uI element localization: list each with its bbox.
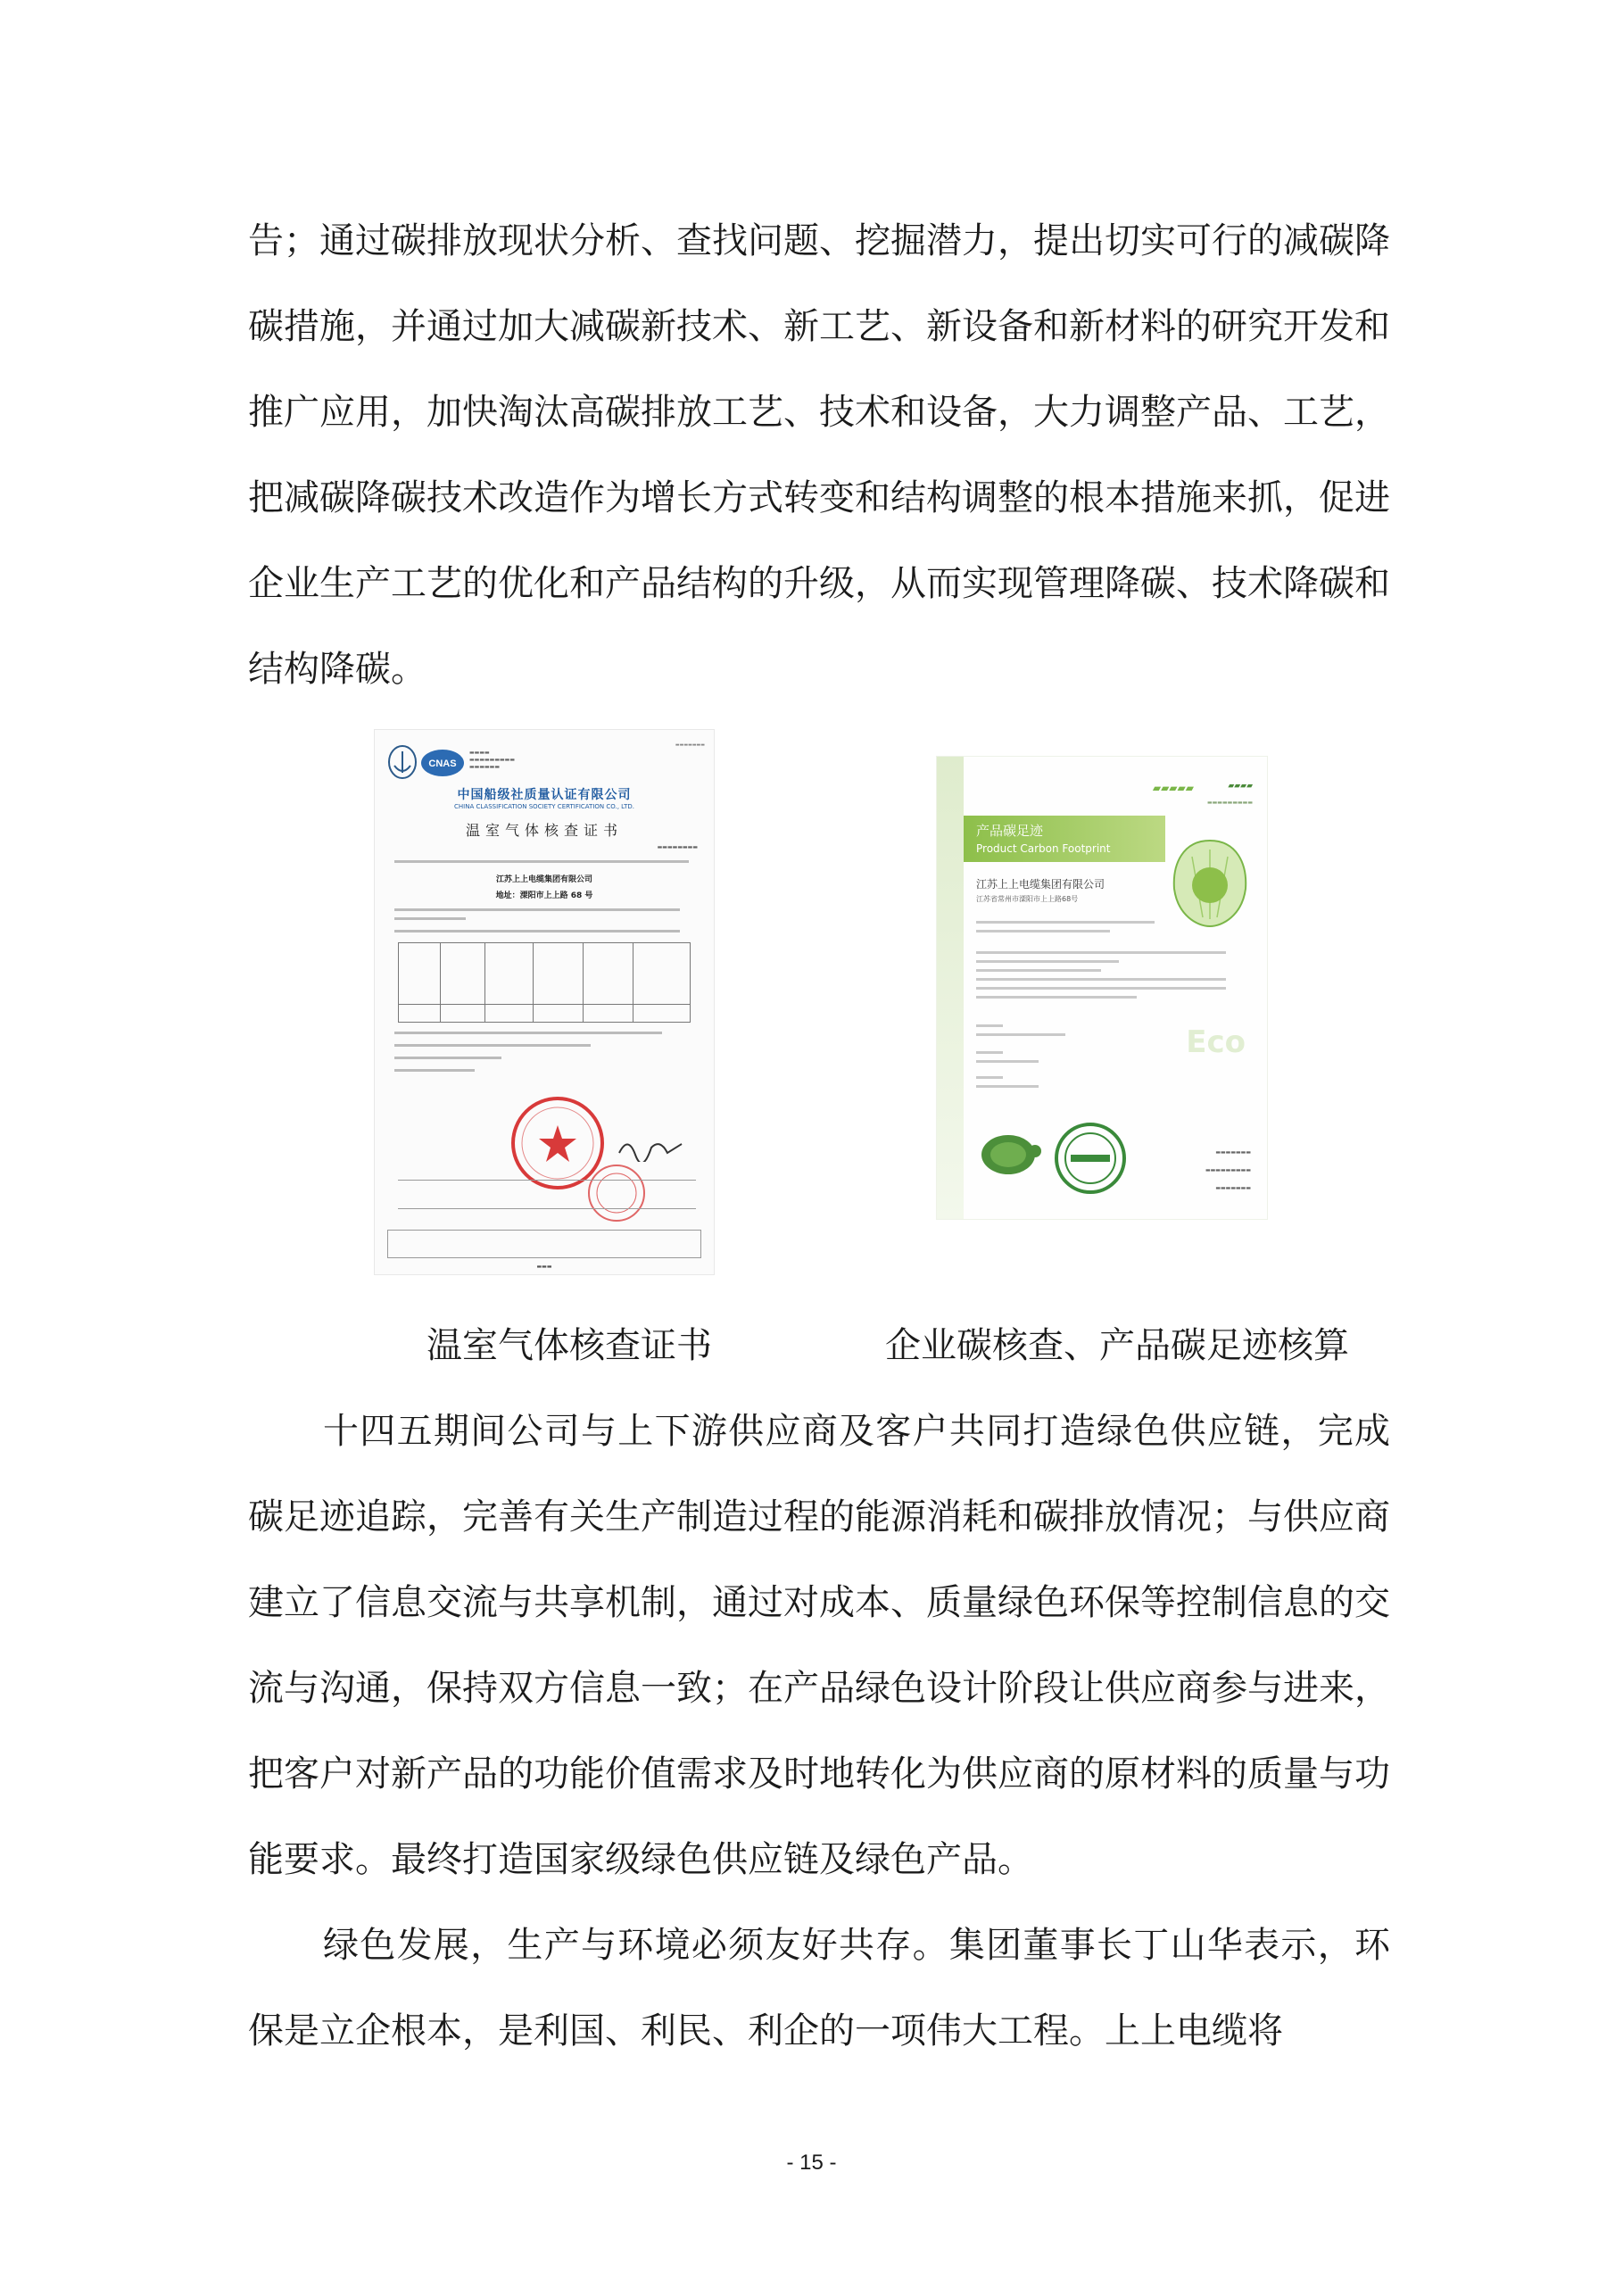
certificate-title: 温室气体核查证书 (465, 822, 623, 839)
text-line (394, 908, 680, 911)
text-line (394, 930, 680, 932)
banner-title-en: Product Carbon Footprint (976, 842, 1111, 855)
text-line (394, 1057, 501, 1059)
issuer-contact-text: ▬▬▬▬▬▬▬ (1215, 1185, 1251, 1191)
text-line (976, 960, 1119, 963)
banner-title-cn: 产品碳足迹 (976, 823, 1044, 839)
ghg-verification-certificate-image (375, 730, 714, 1274)
text-line (394, 1069, 475, 1072)
paragraph-3: 绿色发展，生产与环境必须友好共存。集团董事长丁山华表示，环保是立企根本，是利国、利民、利企的一项伟大工程。上上电缆将 (248, 1925, 1390, 2051)
issuer-name-cn: 中国船级社质量认证有限公司 (457, 788, 632, 802)
certificate-page-number: ▬▬▬ (536, 1264, 552, 1270)
certificate-company: 江苏上上电缆集团有限公司 (976, 878, 1105, 891)
eco-watermark: Eco (1186, 1024, 1246, 1060)
product-carbon-footprint-certificate-image (937, 757, 1267, 1219)
certificate-code: ▬▬▬▬▬▬▬▬ (657, 844, 698, 850)
certificate-side-band (937, 757, 964, 1219)
text-line (976, 921, 1155, 924)
signature-icon (616, 1131, 687, 1162)
signature-row-divider (398, 1208, 696, 1209)
cnas-english-text: ▬▬▬▬ ▬▬▬▬▬▬▬▬▬ ▬▬▬▬▬▬ (469, 750, 516, 770)
paragraph-1: 告；通过碳排放现状分析、查找问题、挖掘潜力，提出切实可行的减碳降碳措施，并通过加大减碳新技术、新工艺、新设备和新材料的研究开发和推广应用，加快淘汰高碳排放工艺、技术和设备，大力调整产品、工艺，把减碳降碳技术改造作为增长方式转变和结构调整的根本措施来抓，促进企业生产工艺的优化和产品结构的升级，从而实现管理降碳、技术降碳和结构降碳。 (248, 220, 1390, 690)
text-line (976, 1024, 1003, 1027)
brand-logo: ▰▰▰▰▰ (1152, 782, 1194, 794)
issuer-name-en: CHINA CLASSIFICATION SOCIETY CERTIFICATION CO., LTD. (454, 803, 634, 810)
text-line (976, 1033, 1065, 1036)
text-line (394, 917, 466, 920)
text-line (976, 1051, 1003, 1054)
text-line (976, 987, 1226, 990)
text-line (976, 930, 1110, 932)
paragraph-2: 十四五期间公司与上下游供应商及客户共同打造绿色供应链，完成碳足迹追踪，完善有关生产制造过程的能源消耗和碳排放情况；与供应商建立了信息交流与共享机制，通过对成本、质量绿色环保等控制信息的交流与沟通，保持双方信息一致；在产品绿色设计阶段让供应商参与进来，把客户对新产品的功能价值需求及时地转化为供应商的原材料的质量与功能要求。最终打造国家级绿色供应链及绿色产品。 (248, 1411, 1390, 1880)
page-number: - 15 - (786, 2151, 837, 2175)
text-line (976, 1085, 1039, 1088)
text-line (976, 951, 1226, 954)
text-line (976, 978, 1226, 981)
certificate-number: ▬▬▬▬▬▬▬ (675, 742, 705, 748)
cnas-logo-icon (419, 748, 466, 778)
text-line (976, 996, 1137, 999)
emissions-table (398, 942, 691, 1023)
text-line (394, 1032, 662, 1034)
co2-shell-badge-icon (1167, 837, 1253, 930)
text-line (976, 1076, 1003, 1079)
logo-tagline: ▬▬▬▬▬▬▬▬▬ (1206, 800, 1253, 806)
red-round-stamp-icon (585, 1162, 648, 1224)
issuer-contact-text: ▬▬▬▬▬▬▬▬▬ (1205, 1167, 1251, 1173)
text-line (976, 1060, 1039, 1063)
issuer-contact-text: ▬▬▬▬▬▬▬ (1215, 1149, 1251, 1156)
caption-ghg-certificate: 温室气体核查证书 (426, 1325, 712, 1366)
certificate-company-address: 江苏省常州市溧阳市上上路68号 (976, 895, 1079, 903)
text-line (976, 969, 1101, 972)
certificate-footer-box (387, 1230, 701, 1258)
green-certification-seal-icon (1053, 1121, 1128, 1196)
certificate-holder: 江苏上上电缆集团有限公司 (495, 875, 592, 884)
certificate-holder-address: 地址：溧阳市上上路 68 号 (495, 891, 593, 900)
partner-logo: ▰▰▰▰ (1228, 782, 1253, 791)
ccs-anchor-logo-icon (387, 744, 418, 780)
cnas-label: CNAS (428, 758, 457, 769)
signature-row-divider (398, 1180, 696, 1181)
text-line (394, 1044, 591, 1047)
turtle-eco-mark-icon (973, 1124, 1044, 1187)
text-line (394, 860, 689, 863)
caption-carbon-footprint: 企业碳核查、产品碳足迹核算 (885, 1325, 1349, 1366)
